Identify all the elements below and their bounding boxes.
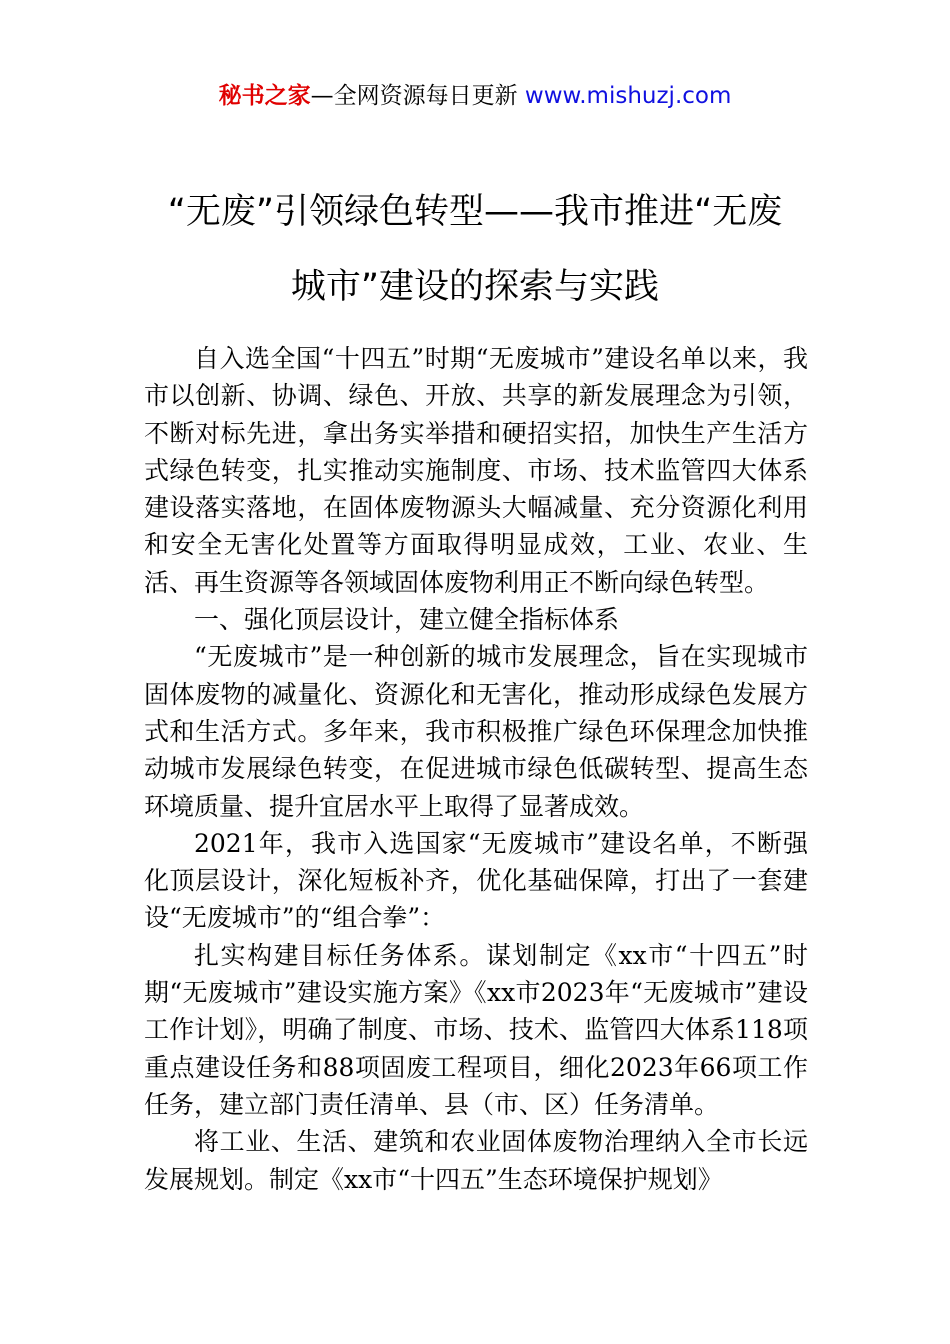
document-body <box>144 340 808 1198</box>
title-line-1: “无废”引领绿色转型——我市推进“无废 <box>167 192 783 232</box>
section-heading-1: 一、强化顶层设计，建立健全指标体系 <box>194 605 620 635</box>
document-title <box>130 175 820 325</box>
body-paragraph: 2021年，我市入选国家“无废城市”建设名单，不断强化顶层设计，深化短板补齐，优化基础保障，打出了一套建设“无废城市”的“组合拳”： <box>144 828 808 933</box>
intro-paragraph: 自入选全国“十四五”时期“无废城市”建设名单以来，我市以创新、协调、绿色、开放、共享的新发展理念为引领，不断对标先进，拿出务实举措和硬招实招，加快生产生活方式绿色转变，扎实推动实施制度、市场、技术监管四大体系建设落实落地，在固体废物源头大幅减量、充分资源化利用和安全无害化处置等方面取得明显成效，工业、农业、生活、再生资源等各领域固体废物利用正不断向绿色转型。 <box>144 344 808 597</box>
brand-name: 秘书之家 <box>218 83 311 109</box>
body-paragraph: 将工业、生活、建筑和农业固体废物治理纳入全市长远发展规划。制定《xx市“十四五”生态环境保护规划》 <box>144 1127 808 1194</box>
body-paragraph: “无废城市”是一种创新的城市发展理念，旨在实现城市固体废物的减量化、资源化和无害化，推动形成绿色发展方式和生活方式。多年来，我市积极推广绿色环保理念加快推动城市发展绿色转变，在促进城市绿色低碳转型、提高生态环境质量、提升宜居水平上取得了显著成效。 <box>144 642 808 821</box>
header-tagline: —全网资源每日更新 <box>310 83 525 109</box>
body-paragraph: 扎实构建目标任务体系。谋划制定《xx市“十四五”时期“无废城市”建设实施方案》《xx市2023年“无废城市”建设工作计划》，明确了制度、市场、技术、监管四大体系118项重点建设任务和88项固废工程项目，细化2023年66项工作任务，建立部门责任清单、县（市、区）任务清单。 <box>144 940 808 1119</box>
site-header <box>0 80 950 112</box>
title-line-2: 城市”建设的探索与实践 <box>290 267 660 307</box>
site-url-link[interactable]: www.mishuzj.com <box>524 83 732 109</box>
